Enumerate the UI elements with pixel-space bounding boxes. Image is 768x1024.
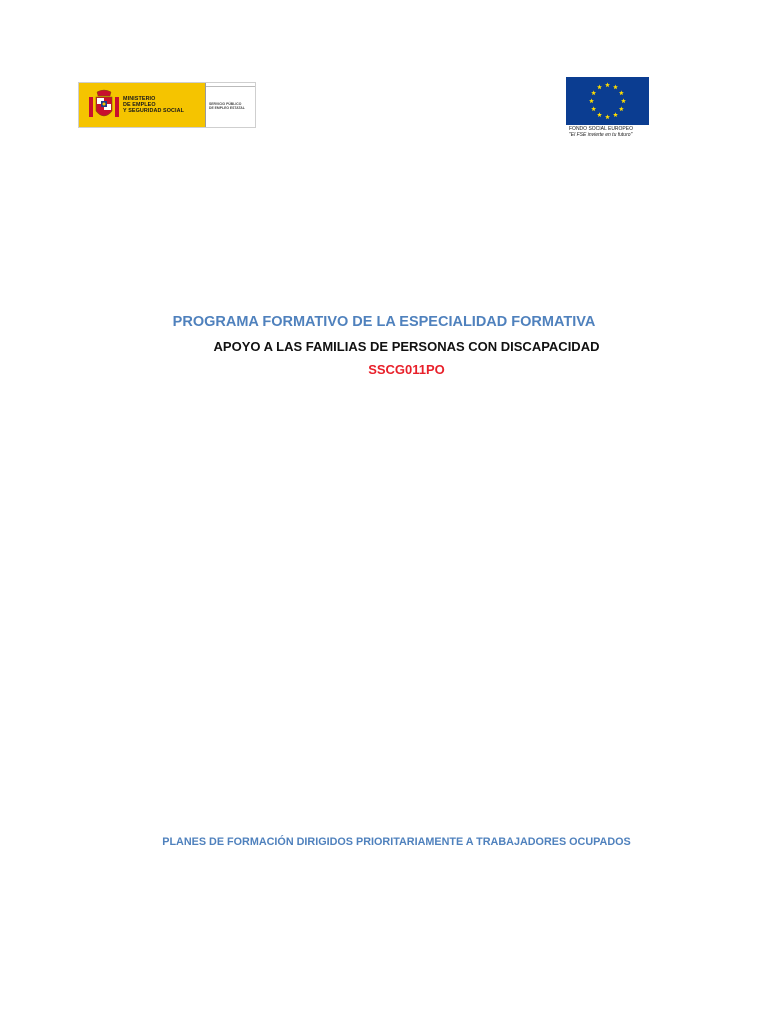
eu-star-icon (591, 106, 596, 111)
sepe-logo-text (209, 102, 245, 110)
eu-star-icon (605, 82, 610, 87)
ministerio-logo (78, 82, 256, 128)
sepe-logo-panel (205, 83, 255, 127)
eu-star-icon (597, 85, 602, 90)
sepe-line-1: SERVICIO PÚBLICO (209, 102, 242, 106)
eu-fse-logo (566, 77, 649, 139)
eu-star-icon (591, 90, 596, 95)
eu-star-icon (605, 114, 610, 119)
spain-coat-of-arms-icon (88, 89, 120, 123)
sepe-divider (206, 86, 255, 87)
eu-caption-line-2: "El FSE invierte en tu futuro" (569, 132, 633, 138)
eu-star-icon (619, 106, 624, 111)
document-title: PROGRAMA FORMATIVO DE LA ESPECIALIDAD FORMATIVA (172, 314, 596, 330)
eu-star-icon (621, 98, 626, 103)
eu-star-icon (613, 85, 618, 90)
ministerio-logo-yellow-panel (79, 83, 205, 127)
ministerio-line-2: DE EMPLEO (123, 102, 156, 108)
eu-caption (566, 126, 649, 138)
eu-flag (566, 77, 649, 125)
ministerio-logo-text (123, 96, 184, 114)
eu-stars-icon (566, 77, 649, 125)
document-subtitle: APOYO A LAS FAMILIAS DE PERSONAS CON DISCAPACIDAD (213, 339, 600, 354)
specialty-code: SSCG011PO (368, 362, 445, 377)
ministerio-line-1: MINISTERIO (123, 96, 156, 102)
ministerio-line-3: Y SEGURIDAD SOCIAL (123, 108, 185, 114)
footer-note: PLANES DE FORMACIÓN DIRIGIDOS PRIORITARIAMENTE A TRABAJADORES OCUPADOS (162, 836, 631, 848)
sepe-line-2: DE EMPLEO ESTATAL (209, 106, 245, 111)
eu-star-icon (589, 98, 594, 103)
eu-star-icon (619, 90, 624, 95)
eu-star-icon (597, 112, 602, 117)
eu-caption-line-1: FONDO SOCIAL EUROPEO (569, 126, 633, 132)
eu-star-icon (613, 112, 618, 117)
